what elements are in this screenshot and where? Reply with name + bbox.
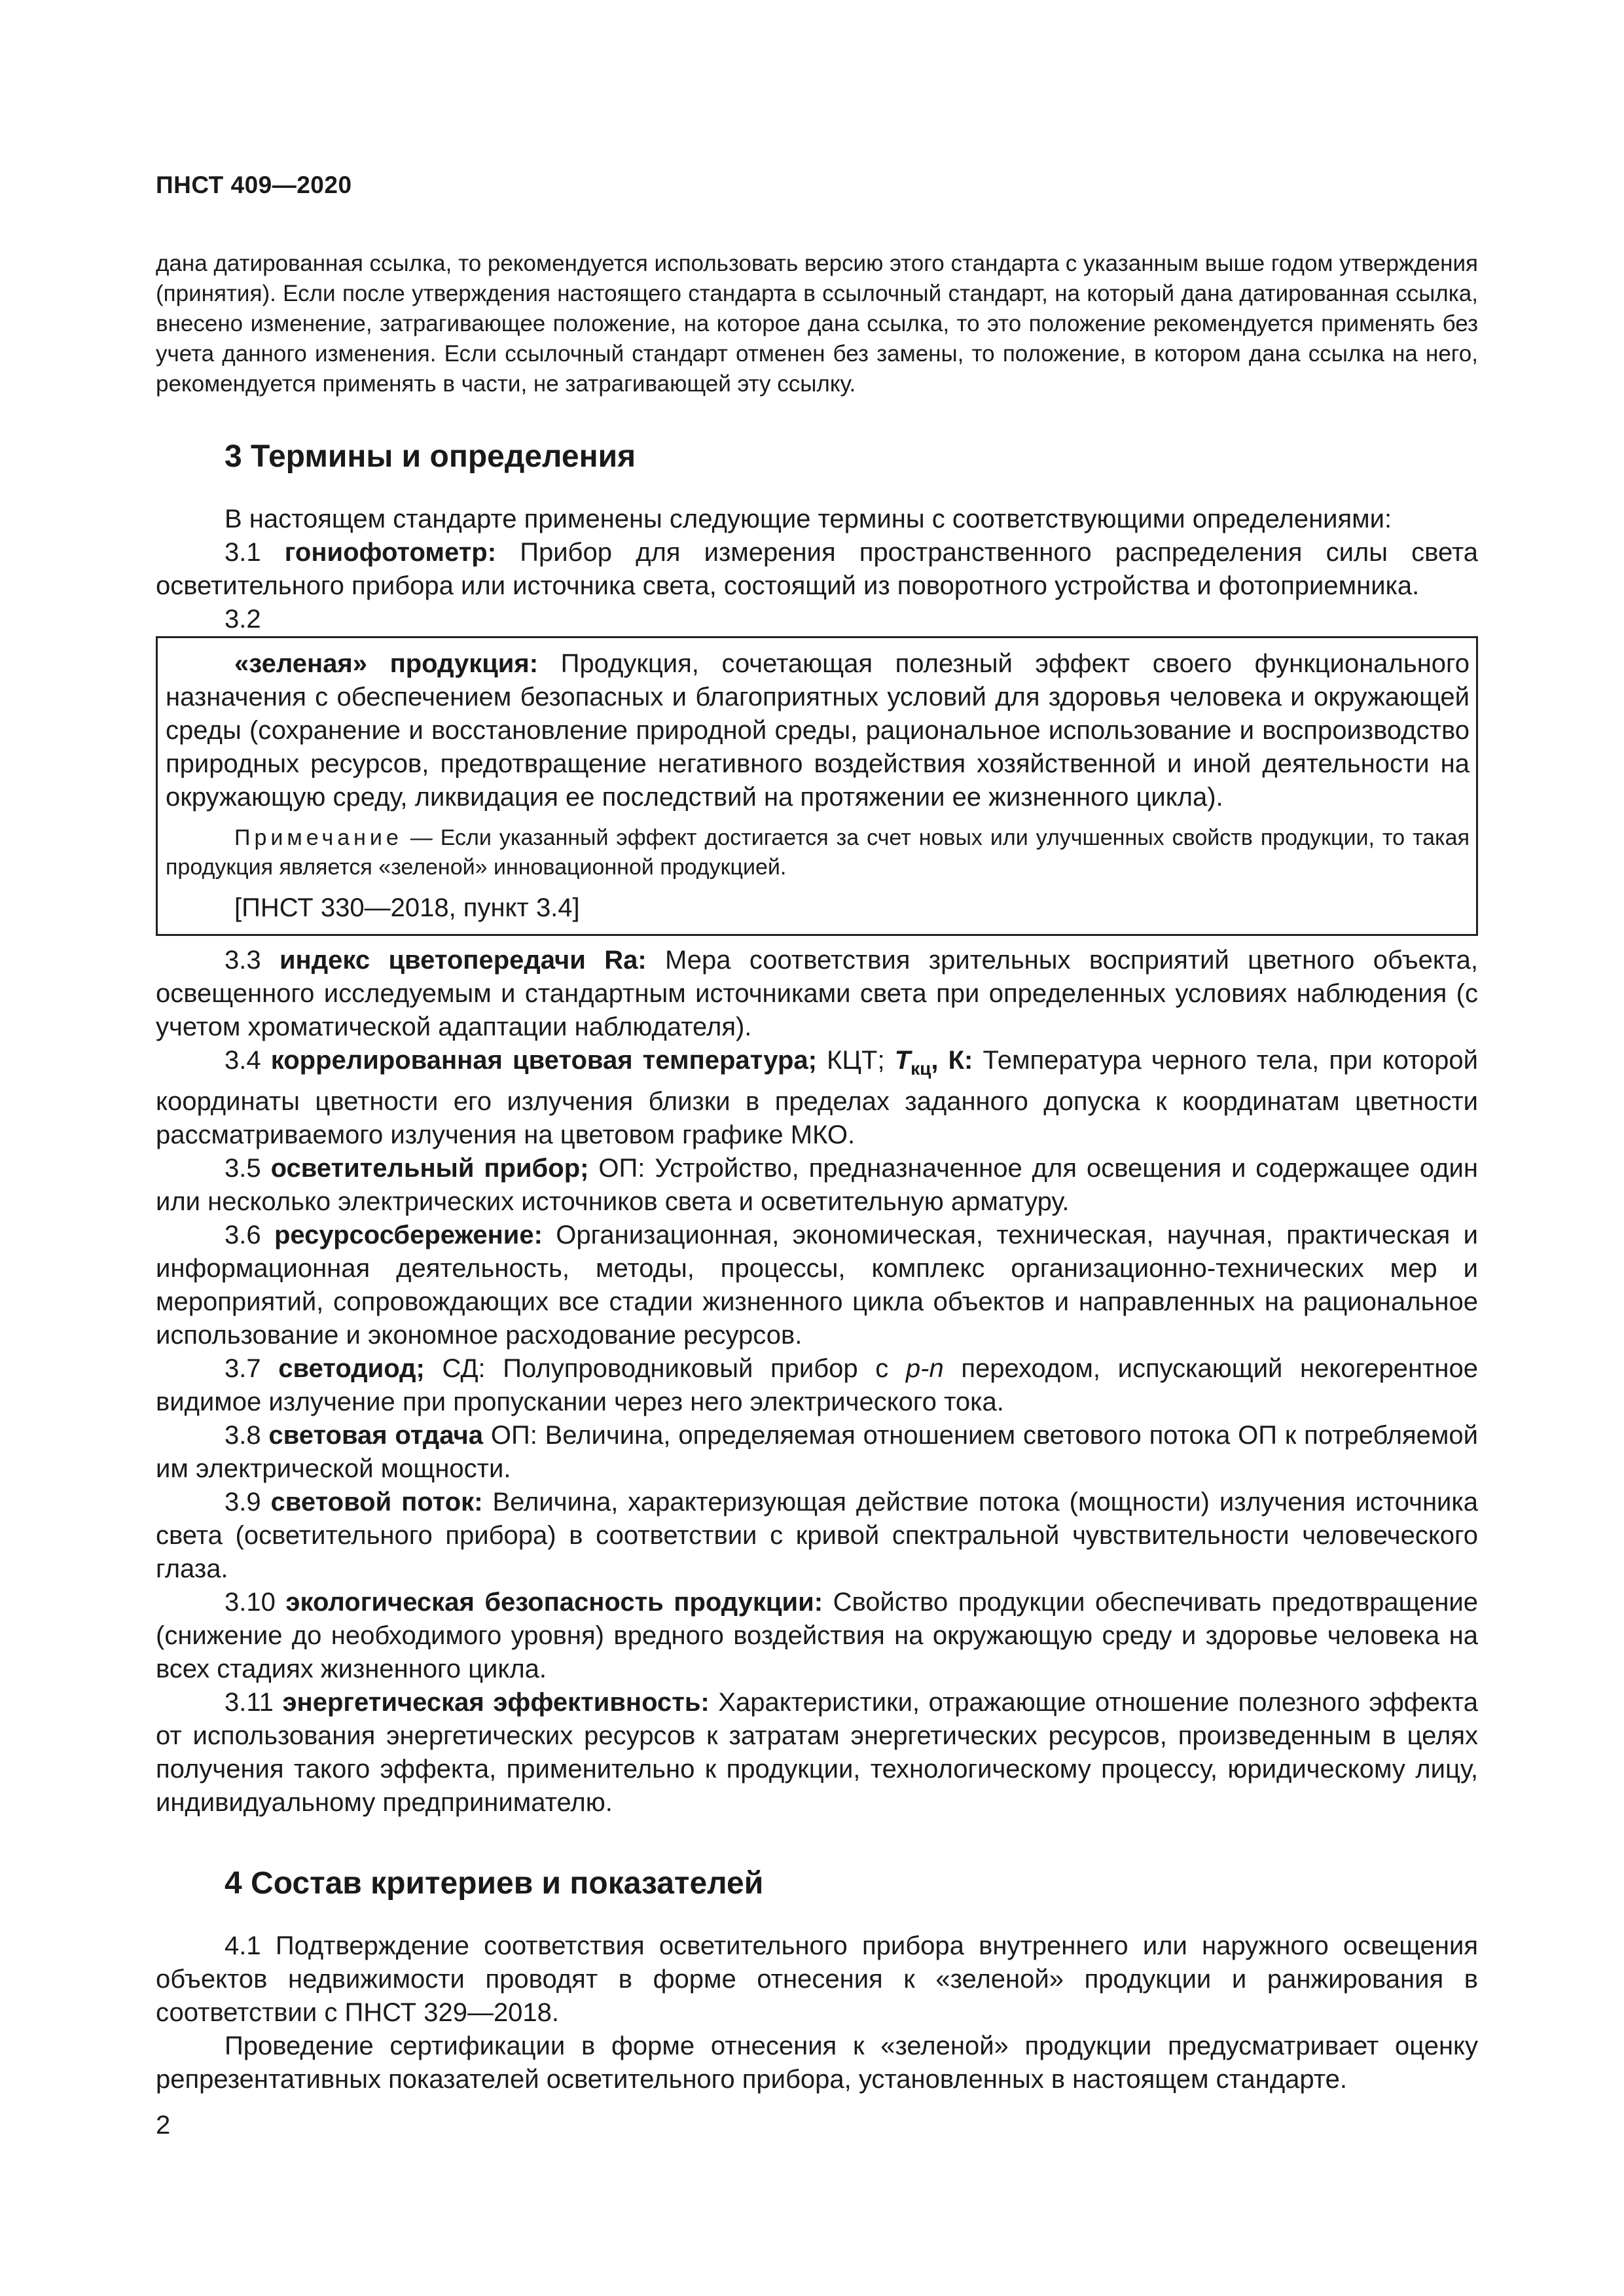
section-3-lead: В настоящем стандарте применены следующие термины с соответствующими определениями: [225, 505, 1392, 533]
page-number: 2 [156, 2111, 171, 2140]
term-3-7 [156, 1352, 1478, 1419]
term-definition: Устройство, предназначенное для освещения и содержащее один или несколько электрических источников света и осветительную арматуру. [156, 1154, 1478, 1216]
pn-junction: p-n [905, 1354, 944, 1383]
symbol-main: T [894, 1046, 911, 1075]
term-name: гониофотометр: [284, 538, 497, 567]
term-definition: Прибор для измерения пространственного распределения силы света осветительного прибора или источника света, состоящий из поворотного устройства и фотоприемника. [156, 538, 1479, 600]
term-name: «зеленая» продукция: [234, 649, 539, 678]
note-text: — Если указанный эффект достигается за счет новых или улучшенных свойств продукции, то такая продукция является «зеленой» инновационной продукцией. [166, 825, 1470, 880]
intro-paragraph: дана датированная ссылка, то рекомендуется использовать версию этого стандарта с указанным выше годом утверждения (принятия). Если после утверждения настоящего стандарта в ссылочный стандарт, на который дана датированная ссылка, внесено изменение, затрагивающее положение, на которое дана ссылка, то это положение рекомендуется применять без учета данного изменения. Если ссылочный стандарт отменен без замены, то положение, в котором дана ссылка на него, рекомендуется применять в части, не затрагивающей эту ссылку. [156, 251, 1478, 397]
term-unit: , К: [931, 1046, 973, 1075]
note-label: Примечание [234, 825, 403, 850]
term-number: 3.11 [225, 1688, 283, 1717]
term-3-2-number: 3.2 [225, 605, 261, 634]
term-abbreviation: ОП: [588, 1154, 645, 1183]
term-3-6 [156, 1219, 1478, 1352]
term-abbreviation: КЦТ; [816, 1046, 895, 1075]
term-number: 3.10 [225, 1588, 286, 1617]
term-3-5 [156, 1152, 1478, 1219]
section-4 [156, 1865, 1478, 1901]
term-name: ресурсосбережение: [274, 1221, 543, 1249]
term-symbol [894, 1046, 931, 1079]
term-number: 3.9 [225, 1488, 271, 1516]
paragraph-4-1-continued: Проведение сертификации в форме отнесения к «зеленой» продукции предусматривает оценку репрезентативных показателей осветительного прибора, установленных в настоящем стандарте. [156, 2032, 1478, 2094]
term-3-3 [156, 944, 1478, 1044]
term-3-4 [156, 1044, 1478, 1152]
term-name: световой поток: [270, 1488, 483, 1516]
term-number: 3.7 [225, 1354, 279, 1383]
term-number: 3.5 [225, 1154, 271, 1183]
term-3-2-note [166, 823, 1470, 882]
term-number: 3.1 [225, 538, 285, 567]
term-number: 3.8 [225, 1421, 269, 1450]
section-4-body [156, 1929, 1478, 2096]
term-name: осветительный прибор; [270, 1154, 589, 1183]
term-number: 3.3 [225, 946, 280, 975]
term-3-2-reference: [ПНСТ 330—2018, пункт 3.4] [234, 893, 580, 922]
section-4-title: 4 Состав критериев и показателей [225, 1866, 764, 1901]
term-definition: Величина, определяемая отношением светового потока ОП к потребляемой им электрической мощности. [156, 1421, 1478, 1483]
term-definition: Характеристики, отражающие отношение полезного эффекта от использования энергетических ресурсов к затратам энергетических ресурсов, произведенным в целях получения такого эффекта, применительно к продукции, технологическому процессу, юридическому лицу, индивидуальному предпринимателю. [156, 1688, 1478, 1817]
term-name: индекс цветопередачи Ra: [279, 946, 647, 975]
section-3-title: 3 Термины и определения [225, 439, 636, 474]
term-number: 3.6 [225, 1221, 274, 1249]
term-name: энергетическая эффективность: [282, 1688, 710, 1717]
term-definition: Организационная, экономическая, техническая, научная, практическая и информационная деятельность, методы, процессы, комплекс организационно-технических мер и мероприятий, сопровождающих все стадии жизненного цикла объектов и направленных на рациональное использование и экономное расходование ресурсов. [156, 1221, 1478, 1350]
term-definition: Мера соответствия зрительных восприятий цветного объекта, освещенного исследуемым и стандартным источниками света при определенных условиях наблюдения (с учетом хроматической адаптации наблюдателя). [156, 946, 1479, 1041]
term-3-10 [156, 1586, 1478, 1686]
term-definition: Температура черного тела, при которой координаты цветности его излучения близки в пределах заданного допуска к координатам цветности рассматриваемого излучения на цветовом графике МКО. [156, 1046, 1478, 1149]
term-name: коррелированная цветовая температура; [270, 1046, 817, 1075]
term-number: 3.4 [225, 1046, 271, 1075]
term-definition-a: Полупроводниковый прибор с [485, 1354, 906, 1383]
term-name: световая отдача [268, 1421, 484, 1450]
term-definition-b: переходом, испускающий некогерентное видимое излучение при пропускании через него электрического тока. [156, 1354, 1478, 1416]
term-abbreviation: ОП: [483, 1421, 537, 1450]
term-3-9 [156, 1486, 1478, 1586]
symbol-subscript: кц [911, 1058, 931, 1079]
term-3-8 [156, 1419, 1478, 1486]
term-definition: Свойство продукции обеспечивать предотвращение (снижение до необходимого уровня) вредного воздействия на окружающую среду и здоровье человека на всех стадиях жизненного цикла. [156, 1588, 1479, 1683]
intro-block [156, 249, 1478, 399]
term-abbreviation: СД: [424, 1354, 486, 1383]
term-3-11 [156, 1686, 1478, 1820]
document-header: ПНСТ 409—2020 [156, 171, 352, 198]
term-3-2 [166, 647, 1470, 814]
term-definition: Продукция, сочетающая полезный эффект своего функционального назначения с обеспечением безопасных и благоприятных условий для здоровья человека и окружающей среды (сохранение и восстановление природной среды, рациональное использование и воспроизводство природных ресурсов, предотвращение негативного воздействия хозяйственной и иной деятельности на окружающую среду, ликвидация ее последствий на протяжении ее жизненного цикла). [166, 649, 1470, 812]
term-definition: Величина, характеризующая действие потока (мощности) излучения источника света (осветительного прибора) в соответствии с кривой спектральной чувствительности человеческого глаза. [156, 1488, 1479, 1583]
term-name: светодиод; [278, 1354, 425, 1383]
paragraph-4-1: 4.1 Подтверждение соответствия осветительного прибора внутреннего или наружного освещения объектов недвижимости проводят в форме отнесения к «зеленой» продукции и ранжирования в соответствии с ПНСТ 329—2018. [156, 1931, 1478, 2027]
term-name: экологическая безопасность продукции: [285, 1588, 823, 1617]
section-3-body [156, 503, 1478, 1820]
term-3-2-box [156, 636, 1478, 936]
term-3-1 [156, 536, 1478, 603]
section-3 [156, 439, 1478, 475]
